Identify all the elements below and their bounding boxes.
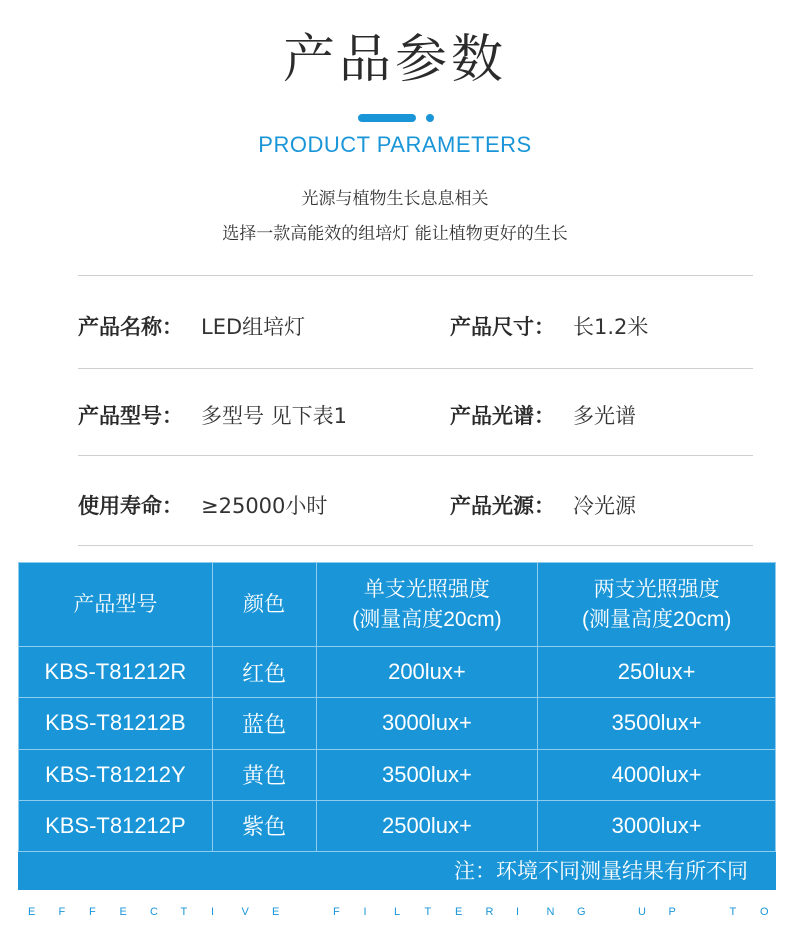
tagline-letter: I [211, 906, 215, 918]
spec-value: 长1.2米 [573, 315, 649, 339]
divider [78, 368, 753, 369]
tagline-letter: E [28, 906, 36, 918]
tagline-letter: E [272, 906, 280, 918]
table-row [19, 800, 776, 851]
spec-label: 产品型号： [78, 404, 183, 428]
tagline-letter: I [516, 906, 520, 918]
cell-color: 紫色 [212, 800, 316, 851]
tagline-letter: T [424, 906, 432, 918]
tagline-letter: T [180, 906, 188, 918]
table-row [19, 749, 776, 800]
spec-label: 产品光谱： [450, 404, 555, 428]
tagline-letter: F [333, 906, 340, 918]
header-color: 颜色 [212, 563, 316, 647]
tagline-letter: G [577, 906, 586, 918]
spec-product-size [450, 312, 648, 342]
header-double-intensity [538, 563, 776, 647]
cell-single: 3000lux+ [316, 698, 538, 749]
cell-double: 4000lux+ [538, 749, 776, 800]
cell-model: KBS-T81212Y [19, 749, 213, 800]
tagline-letter: T [729, 906, 737, 918]
cell-color: 红色 [212, 647, 316, 698]
header-single-line1: 单支光照强度 [363, 577, 490, 601]
table-note: 注：环境不同测量结果有所不同 [18, 852, 776, 890]
spec-product-name [78, 312, 305, 342]
tagline-letter: U [638, 906, 646, 918]
footer-tagline [0, 906, 790, 924]
spec-label: 产品光源： [450, 494, 555, 518]
tagline-letter: F [89, 906, 96, 918]
tagline-letter: V [241, 906, 249, 918]
spec-light-source [450, 491, 636, 521]
tagline-letter: P [668, 906, 676, 918]
tagline-letter: E [119, 906, 127, 918]
spec-label: 产品尺寸： [450, 315, 555, 339]
cell-single: 3500lux+ [316, 749, 538, 800]
tagline-letter: C [150, 906, 158, 918]
tagline-letter: E [455, 906, 463, 918]
tagline-letter: I [363, 906, 367, 918]
cell-model: KBS-T81212P [19, 800, 213, 851]
spec-lifespan [78, 491, 327, 521]
divider [78, 275, 753, 276]
tagline-letter: N [546, 906, 555, 918]
spec-product-model [78, 401, 347, 431]
divider [78, 455, 753, 456]
header-single-line2: (测量高度20cm) [352, 607, 502, 631]
header-double-line1: 两支光照强度 [593, 577, 720, 601]
spec-value: ≥25000小时 [201, 494, 328, 518]
table-header-row [19, 563, 776, 647]
tagline-letter: R [485, 906, 494, 918]
description-line-2: 选择一款高能效的组培灯 能让植物更好的生长 [222, 224, 568, 244]
header-single-intensity [316, 563, 538, 647]
table-row [19, 647, 776, 698]
header-double-line2: (测量高度20cm) [581, 607, 732, 631]
cell-double: 3500lux+ [538, 698, 776, 749]
page-subtitle: PRODUCT PARAMETERS [258, 132, 532, 157]
cell-double: 3000lux+ [538, 800, 776, 851]
table-row [19, 698, 776, 749]
spec-value: 多型号 见下表1 [201, 404, 348, 428]
tagline-letter: F [58, 906, 66, 918]
spec-label: 产品名称： [78, 315, 183, 339]
cell-model: KBS-T81212B [19, 698, 213, 749]
spec-value: LED组培灯 [201, 315, 306, 339]
parameter-table [18, 562, 776, 852]
cell-color: 蓝色 [212, 698, 316, 749]
tagline-letter: L [394, 906, 401, 918]
cell-single: 2500lux+ [316, 800, 538, 851]
divider [78, 545, 753, 546]
cell-model: KBS-T81212R [19, 647, 213, 698]
cell-double: 250lux+ [538, 647, 776, 698]
tagline-letter: O [760, 906, 769, 918]
title-accent-dot [426, 114, 434, 122]
page-title: 产品参数 [282, 30, 507, 90]
cell-single: 200lux+ [316, 647, 538, 698]
spec-value: 多光谱 [573, 404, 636, 428]
cell-color: 黄色 [212, 749, 316, 800]
spec-label: 使用寿命： [78, 494, 183, 518]
header-model: 产品型号 [19, 563, 213, 647]
spec-value: 冷光源 [573, 494, 636, 518]
spec-product-spectrum [450, 401, 636, 431]
description-line-1: 光源与植物生长息息相关 [301, 189, 489, 209]
title-accent-bar [358, 114, 416, 122]
